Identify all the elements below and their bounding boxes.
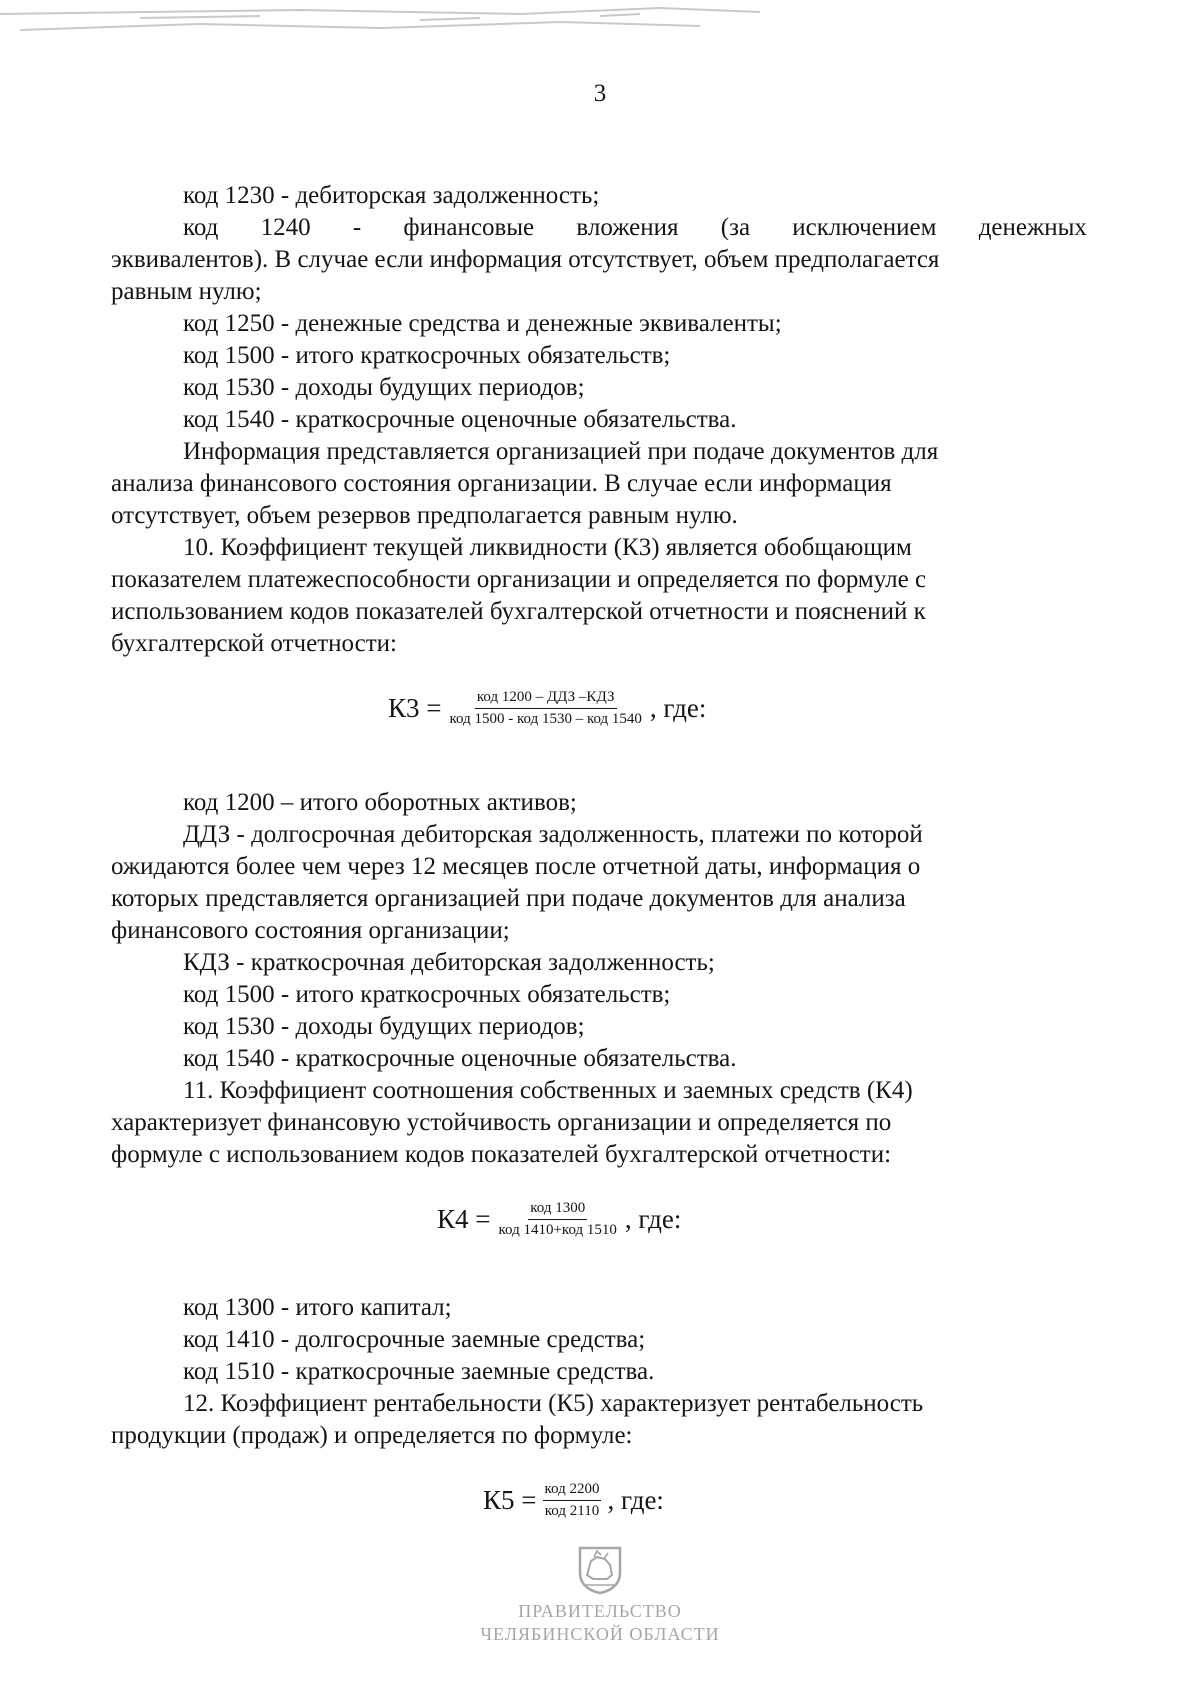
k3-ddz-line-2: ожидаются более чем через 12 месяцев после отчетной даты, информация о <box>111 853 921 880</box>
para10-line-2: показателем платежеспособности организации и определяется по формуле с <box>111 566 927 593</box>
code-1240-line-3: равным нулю; <box>111 278 262 305</box>
code-1240-line-2: эквивалентов). В случае если информация отсутствует, объем предполагается <box>111 246 940 273</box>
word: 1240 <box>260 214 311 241</box>
scan-noise <box>0 0 1200 40</box>
formula-k5-numerator: код 2200 <box>543 1480 602 1501</box>
word: исключением <box>792 214 937 241</box>
k3-ddz-line-3: которых представляется организацией при подаче документов для анализа <box>111 885 906 912</box>
formula-k3-fraction <box>448 688 644 728</box>
code-1250-line: код 1250 - денежные средства и денежные эквиваленты; <box>183 310 782 337</box>
formula-k4-suffix: , где: <box>624 1203 682 1234</box>
formula-k3-suffix: , где: <box>649 692 707 723</box>
k3-code-1540-line: код 1540 - краткосрочные оценочные обязательства. <box>183 1045 737 1072</box>
info-paragraph-line-3: отсутствует, объем резервов предполагается равным нулю. <box>111 502 738 529</box>
seal-line-2: ЧЕЛЯБИНСКОЙ ОБЛАСТИ <box>480 1624 720 1644</box>
word: код <box>183 214 219 241</box>
k3-ddz-line-1: ДДЗ - долгосрочная дебиторская задолженность, платежи по которой <box>183 821 923 848</box>
k3-code-1530-line: код 1530 - доходы будущих периодов; <box>183 1013 585 1040</box>
formula-k5-lhs: К5 = <box>483 1484 537 1515</box>
para11-line-2: характеризует финансовую устойчивость организации и определяется по <box>111 1109 892 1136</box>
formula-k3 <box>388 688 706 728</box>
para12-line-1: 12. Коэффициент рентабельности (К5) характеризует рентабельность <box>183 1390 924 1417</box>
formula-k5-fraction <box>543 1480 602 1520</box>
government-seal <box>0 1545 1200 1645</box>
k4-code-1510-line: код 1510 - краткосрочные заемные средства. <box>183 1358 655 1385</box>
k3-kdz-line: КДЗ - краткосрочная дебиторская задолженность; <box>183 949 715 976</box>
word: вложения <box>576 214 679 241</box>
formula-k3-denominator: код 1500 - код 1530 – код 1540 <box>449 711 642 727</box>
page-number: 3 <box>593 80 607 107</box>
formula-k4-numerator: код 1300 <box>528 1199 587 1220</box>
word: денежных <box>978 214 1087 241</box>
formula-k4-denominator: код 1410+код 1510 <box>498 1222 617 1238</box>
word: - <box>352 214 362 241</box>
para10-line-1: 10. Коэффициент текущей ликвидности (К3) является обобщающим <box>183 534 912 561</box>
word: (за <box>720 214 751 241</box>
para10-line-3: использованием кодов показателей бухгалтерской отчетности и пояснений к <box>111 598 926 625</box>
para10-line-4: бухгалтерской отчетности: <box>111 630 397 657</box>
formula-k3-numerator: код 1200 – ДДЗ –КДЗ <box>475 688 617 709</box>
info-paragraph-line-1: Информация представляется организацией при подаче документов для <box>183 438 939 465</box>
formula-k4 <box>437 1199 681 1239</box>
k3-ddz-line-4: финансового состояния организации; <box>111 917 510 944</box>
code-1530-line: код 1530 - доходы будущих периодов; <box>183 374 585 401</box>
code-1240-line-1 <box>183 212 1087 244</box>
formula-k4-fraction <box>497 1199 619 1239</box>
para12-line-2: продукции (продаж) и определяется по формуле: <box>111 1422 633 1449</box>
para11-line-1: 11. Коэффициент соотношения собственных и заемных средств (К4) <box>183 1077 913 1104</box>
formula-k5-suffix: , где: <box>607 1484 664 1515</box>
coat-of-arms-icon <box>577 1545 623 1595</box>
formula-k4-lhs: К4 = <box>437 1203 491 1234</box>
info-paragraph-line-2: анализа финансового состояния организации. В случае если информация <box>111 470 892 497</box>
code-1500-line: код 1500 - итого краткосрочных обязательств; <box>183 342 671 369</box>
formula-k5 <box>483 1480 664 1520</box>
para11-line-3: формуле с использованием кодов показателей бухгалтерской отчетности: <box>111 1141 892 1168</box>
k4-code-1410-line: код 1410 - долгосрочные заемные средства; <box>183 1326 646 1353</box>
word: финансовые <box>403 214 535 241</box>
k4-code-1300-line: код 1300 - итого капитал; <box>183 1294 452 1321</box>
k3-code-1200-line: код 1200 – итого оборотных активов; <box>183 789 577 816</box>
k3-code-1500-line: код 1500 - итого краткосрочных обязательств; <box>183 981 671 1008</box>
formula-k5-denominator: код 2110 <box>544 1503 600 1519</box>
code-1540-line: код 1540 - краткосрочные оценочные обязательства. <box>183 406 737 433</box>
formula-k3-lhs: К3 = <box>388 692 442 723</box>
seal-line-1: ПРАВИТЕЛЬСТВО <box>518 1601 682 1621</box>
code-1230-line: код 1230 - дебиторская задолженность; <box>183 182 600 209</box>
